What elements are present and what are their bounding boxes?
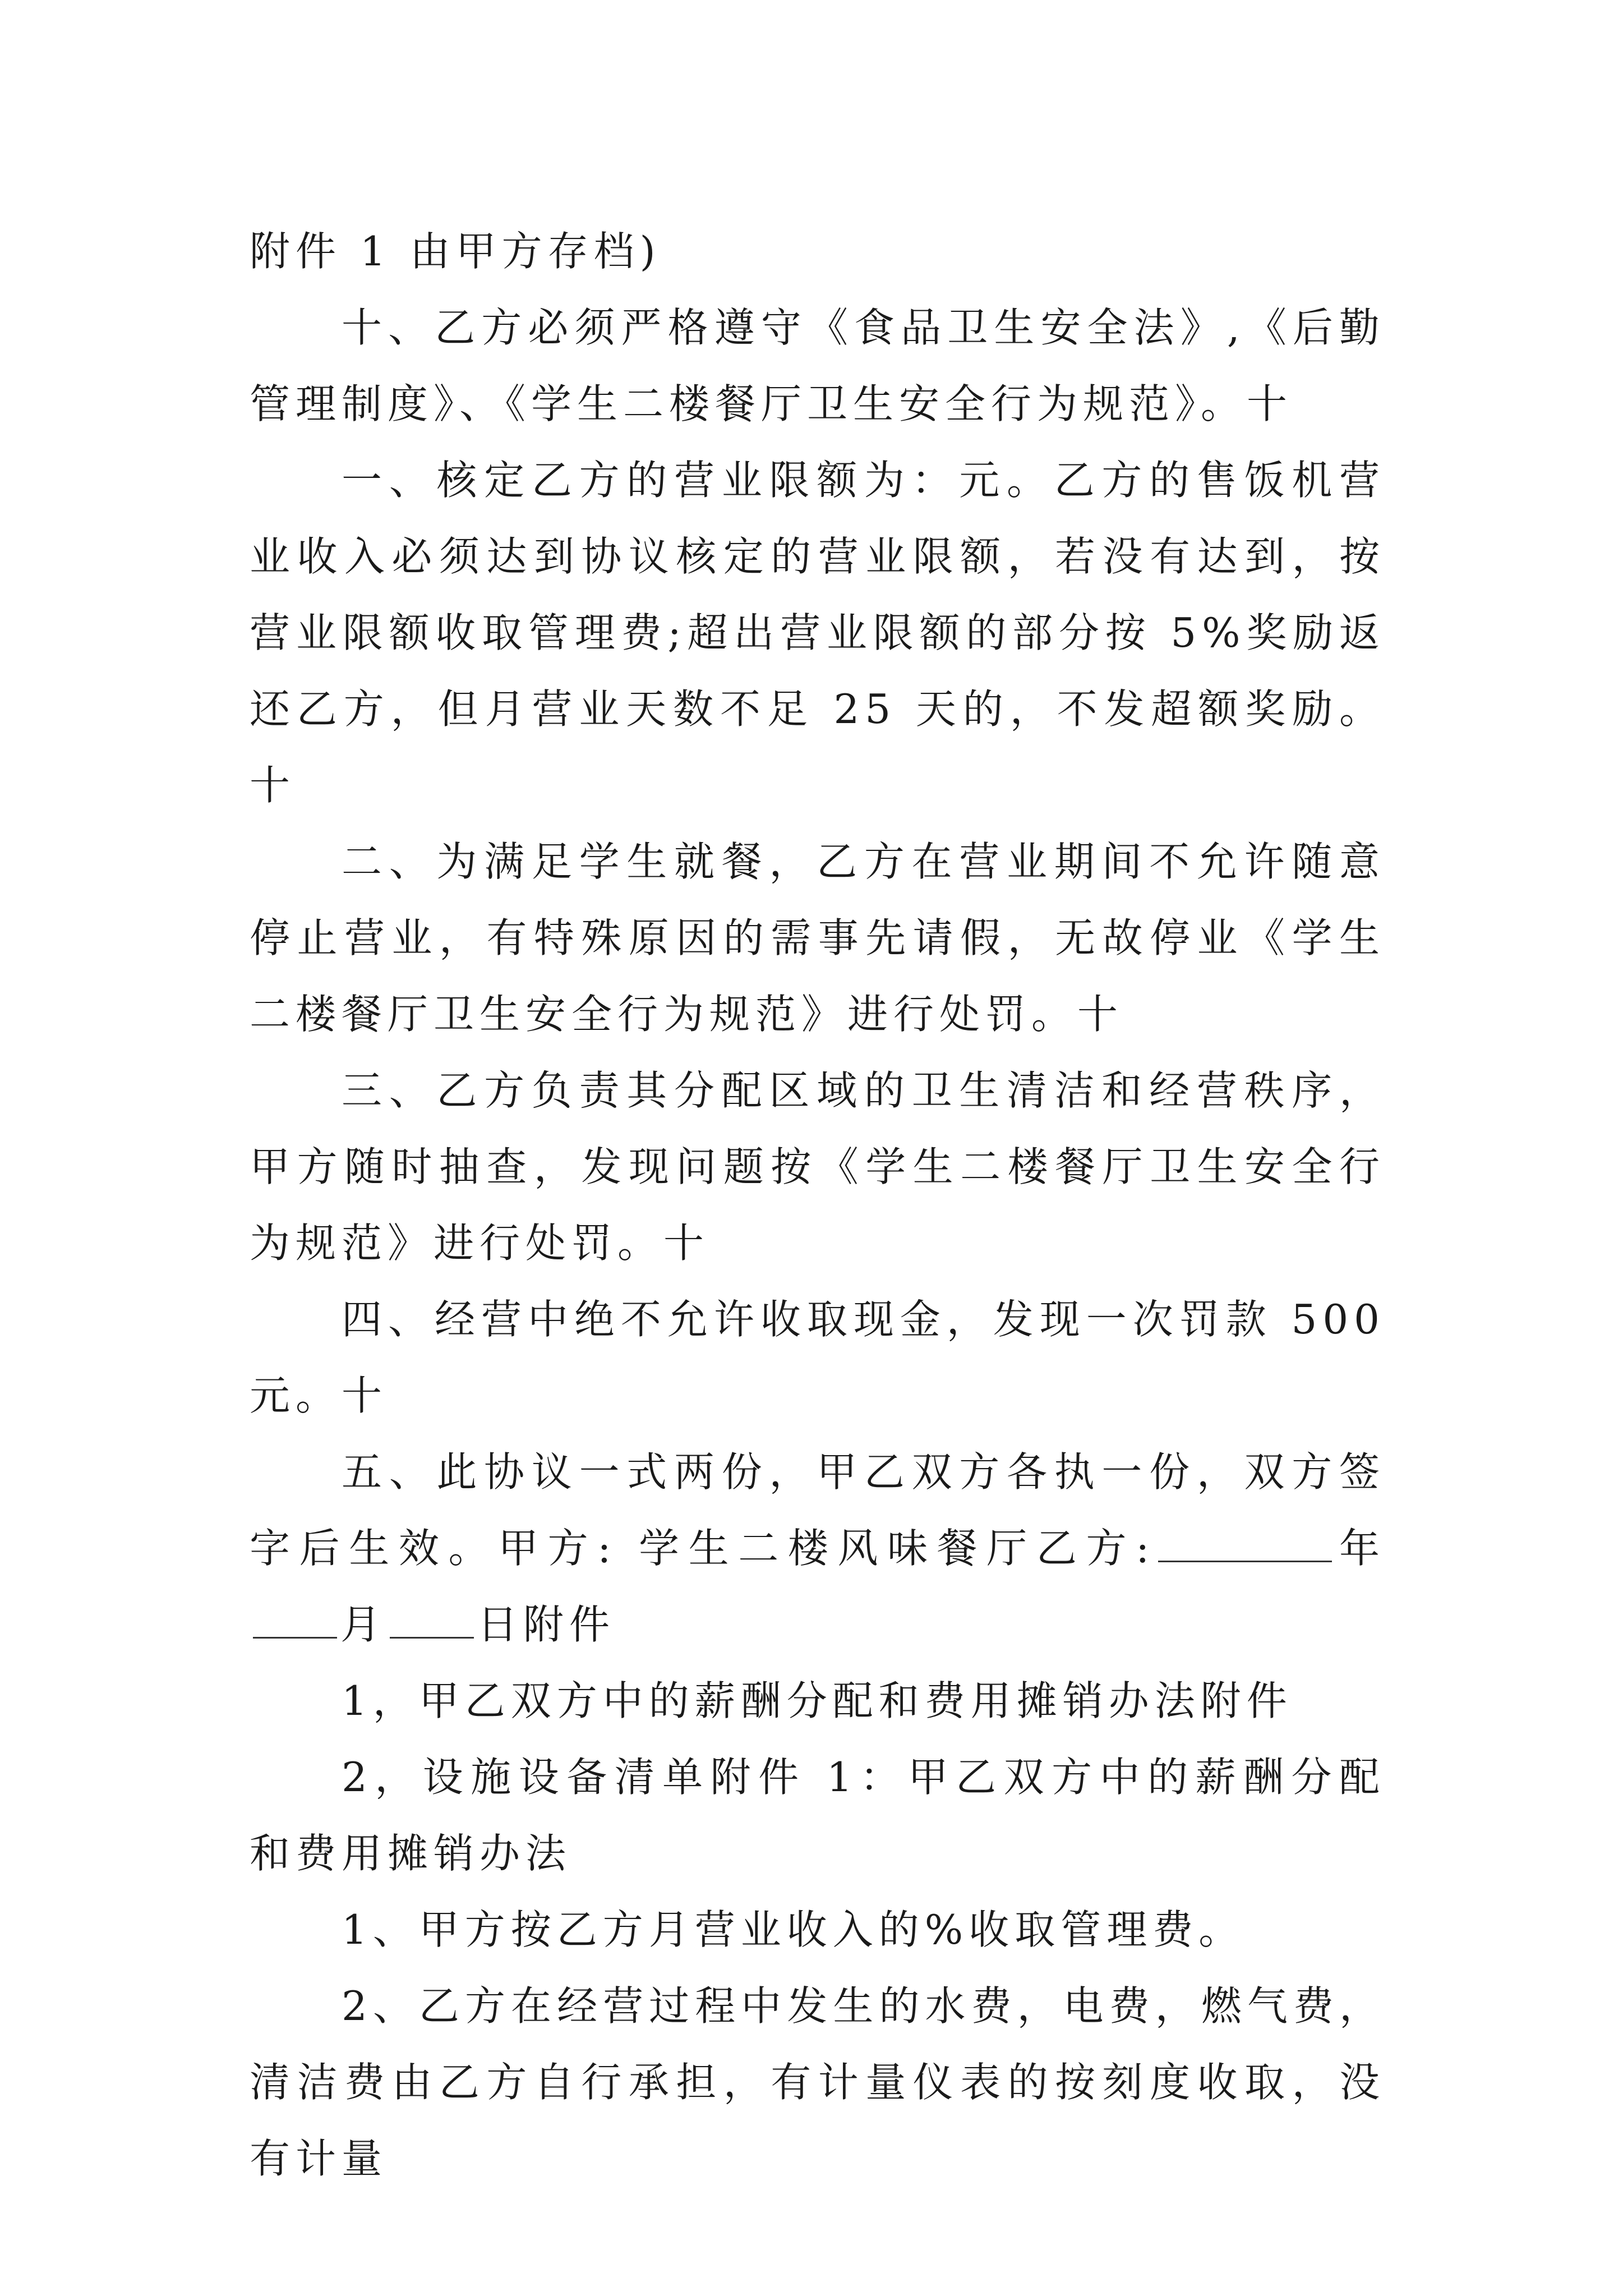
clause-15-text: 五、此协议一式两份，甲乙双方各执一份，双方签字后生效。甲方: 学生二楼风味餐厅乙方:	[250, 1448, 1385, 1572]
paragraph-clause-14: 四、经营中绝不允许收取现金，发现一次罚款 500 元。十	[250, 1296, 1385, 1419]
paragraph-fee-rule-1: 1、甲方按乙方月营业收入的%收取管理费。	[342, 1906, 1245, 1953]
year-label: 年	[1335, 1525, 1385, 1572]
document-body	[250, 213, 1385, 2197]
paragraph-fee-rule-2: 2、乙方在经营过程中发生的水费，电费，燃气费，清洁费由乙方自行承担，有计量仪表的按刻度收取，没有计量	[250, 1982, 1385, 2182]
paragraph-clause-13: 三、乙方负责其分配区域的卫生清洁和经营秩序，甲方随时抽查，发现问题按《学生二楼餐厅卫生安全行为规范》进行处罚。十	[250, 1067, 1385, 1267]
paragraph-clause-10: 十、乙方必须严格遵守《食品卫生安全法》,《后勤管理制度》、《学生二楼餐厅卫生安全行为规范》。十	[250, 304, 1385, 427]
paragraph-attachment-1: 1，甲乙双方中的薪酬分配和费用摊销办法附件	[342, 1677, 1293, 1724]
paragraph-clause-15	[250, 1434, 1385, 1663]
day-attachment-label: 日附件	[477, 1601, 616, 1648]
year-blank-line	[1158, 1521, 1332, 1562]
paragraph-attachment-note: 附件 1 由甲方存档)	[250, 228, 661, 275]
paragraph-clause-11: 一、核定乙方的营业限额为：元。乙方的售饭机营业收入必须达到协议核定的营业限额，若没有达到，按营业限额收取管理费;超出营业限额的部分按 5%奖励返还乙方，但月营业天数不足 25 天的，不发超额奖励。十	[250, 457, 1385, 809]
day-blank-line	[390, 1598, 474, 1639]
paragraph-clause-12: 二、为满足学生就餐，乙方在营业期间不允许随意停止营业，有特殊原因的需事先请假，无故停业《学生二楼餐厅卫生安全行为规范》进行处罚。十	[250, 838, 1385, 1038]
month-label: 月	[340, 1601, 387, 1648]
paragraph-attachment-2: 2，设施设备清单附件 1：甲乙双方中的薪酬分配和费用摊销办法	[250, 1754, 1385, 1877]
month-blank-line	[253, 1598, 337, 1639]
